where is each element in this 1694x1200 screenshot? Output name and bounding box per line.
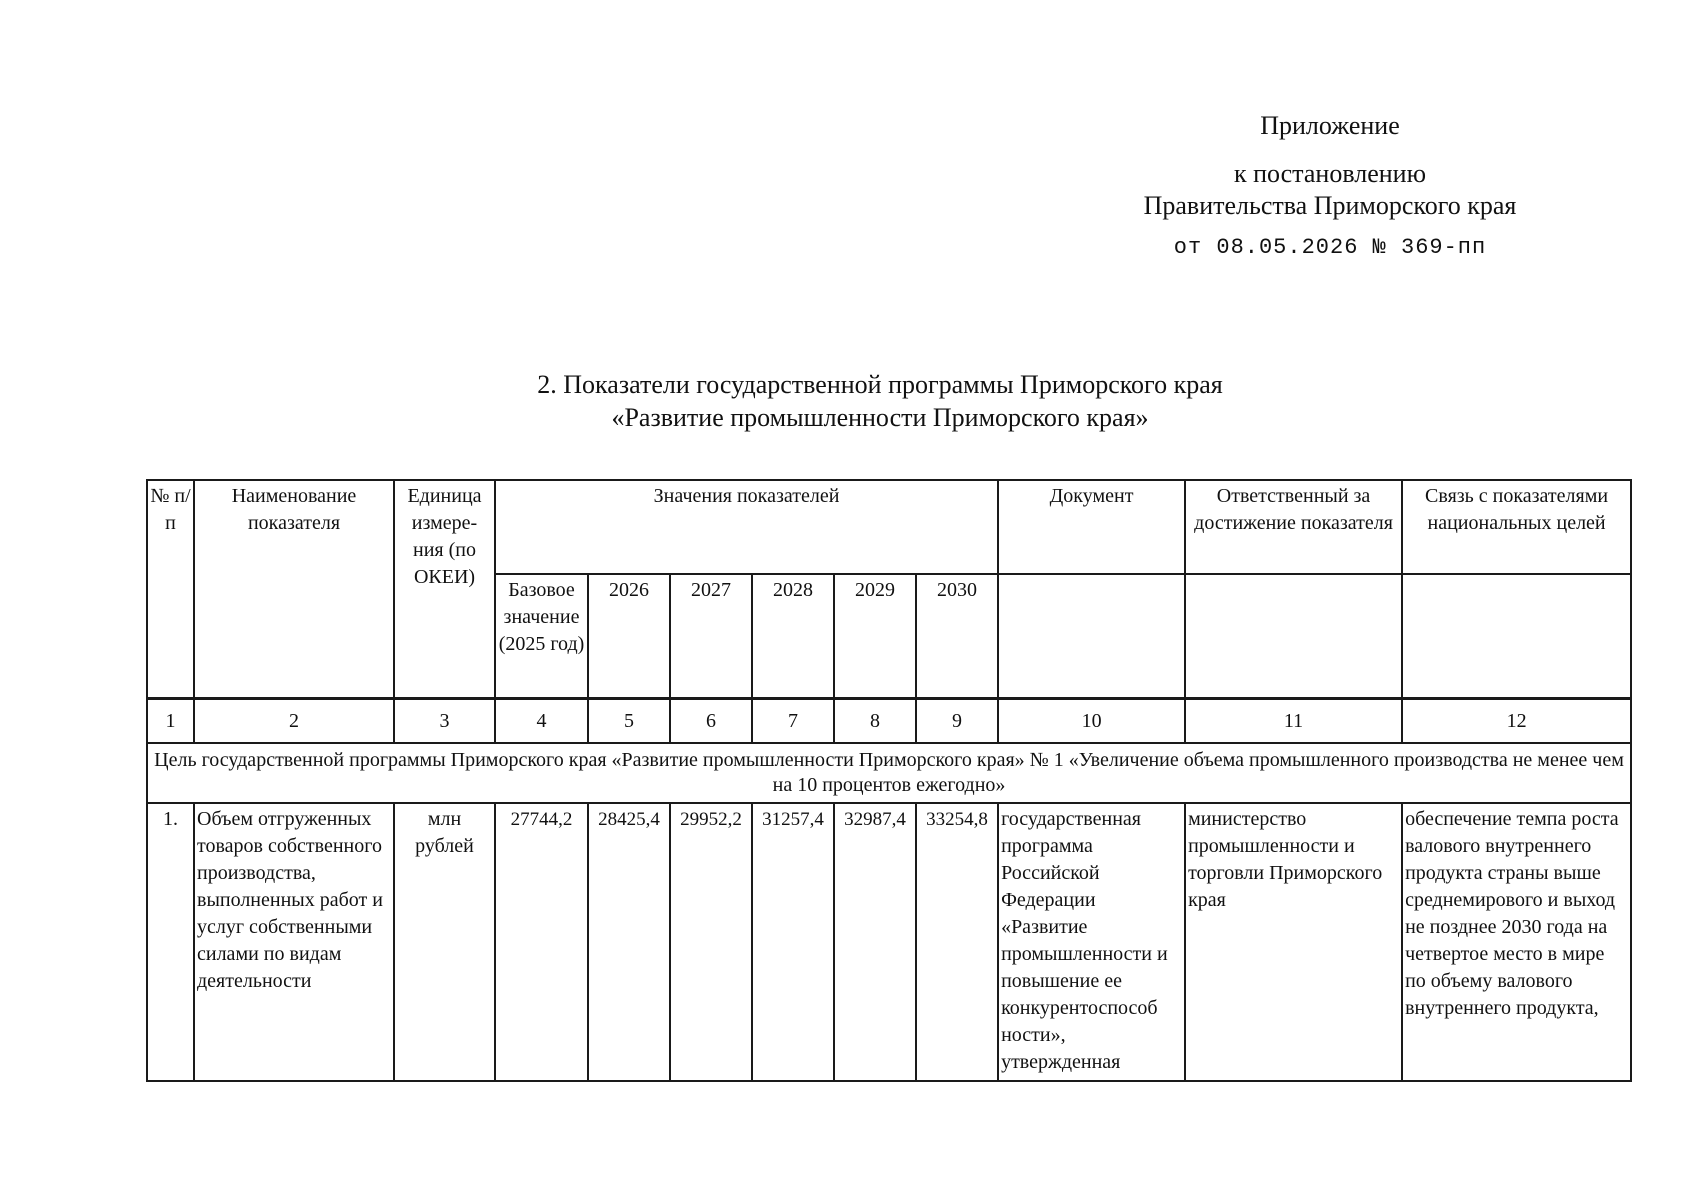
header-num: № п/п <box>147 480 194 699</box>
document-title-line1: 2. Показатели государственной программы Приморского края <box>537 370 1223 399</box>
row-value-2027: 29952,2 <box>670 803 752 1081</box>
appendix-government-line: Правительства Приморского края <box>1143 191 1517 220</box>
header-name: Наименование показателя <box>194 480 394 699</box>
column-number: 12 <box>1402 699 1631 744</box>
subheader-2030: 2030 <box>916 574 998 699</box>
appendix-date-number: от 08.05.2026 № 369-пп <box>1173 235 1487 260</box>
column-number: 11 <box>1185 699 1402 744</box>
row-document: государственная программа Российской Федерации «Развитие промышленности и повышение ее конкурентоспособ ности», утвержденная <box>998 803 1185 1081</box>
column-number: 2 <box>194 699 394 744</box>
subheader-link-empty <box>1402 574 1631 699</box>
row-value-2028: 31257,4 <box>752 803 834 1081</box>
header-responsible: Ответственный за достижение показателя <box>1185 480 1402 574</box>
header-document: Документ <box>998 480 1185 574</box>
subheader-2027: 2027 <box>670 574 752 699</box>
column-number: 9 <box>916 699 998 744</box>
column-number: 1 <box>147 699 194 744</box>
subheader-2026: 2026 <box>588 574 670 699</box>
appendix-resolution-line: к постановлению <box>1233 159 1427 188</box>
table-row <box>147 803 1631 1081</box>
goal-text: Цель государственной программы Приморского края «Развитие промышленности Приморского края» № 1 «Увеличение объема промышленного производства не менее чем на 10 процентов ежегодно» <box>147 743 1631 803</box>
row-name: Объем отгруженных товаров собственного производства, выполненных работ и услуг собственными силами по видам деятельности <box>194 803 394 1081</box>
subheader-document-empty <box>998 574 1185 699</box>
column-number: 4 <box>495 699 588 744</box>
row-unit: млн рублей <box>394 803 495 1081</box>
column-number: 6 <box>670 699 752 744</box>
row-value-2030: 33254,8 <box>916 803 998 1081</box>
row-responsible: министерство промышленности и торговли Приморского края <box>1185 803 1402 1081</box>
row-value-base: 27744,2 <box>495 803 588 1081</box>
column-number: 7 <box>752 699 834 744</box>
column-number: 8 <box>834 699 916 744</box>
column-number: 3 <box>394 699 495 744</box>
appendix-block <box>1100 110 1560 264</box>
column-number: 5 <box>588 699 670 744</box>
subheader-base: Базовое значение (2025 год) <box>495 574 588 699</box>
indicators-table <box>146 479 1632 1082</box>
header-unit: Единица измере-ния (по ОКЕИ) <box>394 480 495 699</box>
subheader-responsible-empty <box>1185 574 1402 699</box>
document-title-line2: «Развитие промышленности Приморского края» <box>611 403 1149 432</box>
row-link: обеспечение темпа роста валового внутреннего продукта страны выше среднемирового и выход не позднее 2030 года на четвертое место в мире по объему валового внутреннего продукта, <box>1402 803 1631 1081</box>
subheader-2029: 2029 <box>834 574 916 699</box>
column-numbers-row <box>147 699 1631 744</box>
header-link: Связь с показателями национальных целей <box>1402 480 1631 574</box>
document-title <box>380 368 1380 434</box>
appendix-title: Приложение <box>1260 111 1400 140</box>
table-header-row <box>147 480 1631 574</box>
goal-row <box>147 743 1631 803</box>
header-values: Значения показателей <box>495 480 998 574</box>
subheader-2028: 2028 <box>752 574 834 699</box>
row-num: 1. <box>147 803 194 1081</box>
row-value-2026: 28425,4 <box>588 803 670 1081</box>
row-value-2029: 32987,4 <box>834 803 916 1081</box>
column-number: 10 <box>998 699 1185 744</box>
